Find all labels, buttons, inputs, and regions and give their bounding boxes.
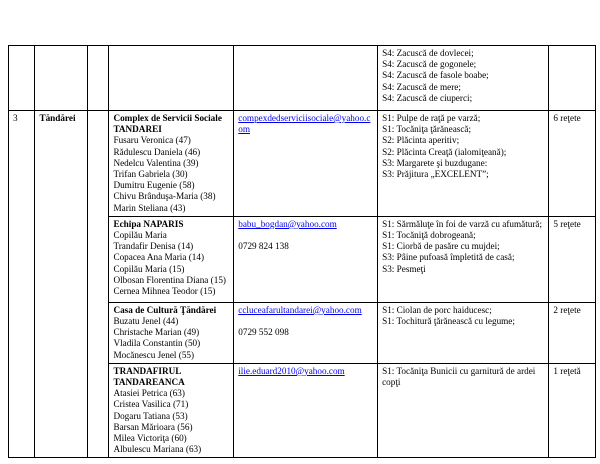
team-member: Nedelcu Valentina (39)	[113, 157, 199, 168]
count-cell	[549, 46, 596, 111]
team-member: Mocănescu Jenel (55)	[113, 349, 195, 360]
recipe-line: S1: Ciolan de porc haiducesc;	[382, 304, 492, 315]
team-member: Dumitru Eugenie (58)	[113, 180, 195, 191]
team-member: Christache Marian (49)	[113, 327, 200, 338]
team-cell	[109, 46, 234, 111]
team-member: Barsan Mărioara (56)	[113, 421, 193, 432]
contact-cell	[234, 111, 378, 217]
locality-name: Tăndărei	[35, 111, 88, 458]
table-row	[9, 46, 596, 111]
recipe-line: S2: Plăcinta Creaţă (ialomiţeană);	[382, 146, 507, 157]
team-member: Atasiei Petrica (63)	[113, 388, 185, 399]
email-link[interactable]: ccluceafarultandarei@yahoo.com	[238, 304, 362, 315]
contact-cell	[234, 46, 378, 111]
table-row	[9, 111, 596, 217]
team-cell	[109, 302, 234, 363]
recipe-line: S3: Pesmeţi	[382, 263, 426, 274]
locality-cell	[35, 46, 88, 111]
recipe-line: S1: Tocăniţa Bunicii cu garnitură de ardei copţi	[382, 365, 536, 388]
contact-cell	[234, 363, 378, 458]
recipe-count: 5 reţete	[549, 216, 596, 302]
contact-cell	[234, 216, 378, 302]
team-member: Milea Victoriţa (60)	[113, 433, 187, 444]
team-member: Cristea Vasilica (71)	[113, 399, 189, 410]
team-member: Trifan Gabriela (30)	[113, 169, 188, 180]
recipe-line: S3: Margarete şi buzdugane:	[382, 157, 488, 168]
recipe-line: S1: Tochitură ţărănească cu legume;	[382, 316, 515, 327]
recipes-cell	[378, 302, 549, 363]
recipes-table	[8, 45, 596, 458]
spacer-cell	[88, 46, 109, 111]
team-member: Dogaru Tatiana (53)	[113, 410, 188, 421]
phone-number: 0729 824 138	[238, 241, 289, 252]
team-member: Olbosan Florentina Diana (15)	[113, 274, 226, 285]
recipe-line: S4: Zacuscă de gogonele;	[382, 59, 477, 70]
team-member: Copacea Ana Maria (14)	[113, 252, 205, 263]
section-number: 3	[9, 111, 35, 458]
recipe-count: 2 reţete	[549, 302, 596, 363]
team-name: Complex de Servicii Sociale TANDAREI	[113, 113, 222, 135]
email-link[interactable]: compexdedserviciisociale@yahoo.com	[238, 113, 371, 135]
recipe-line: S4: Zacuscă de ciuperci;	[382, 92, 473, 103]
team-member: Trandafir Denisa (14)	[113, 241, 194, 252]
team-cell	[109, 216, 234, 302]
team-member: Fusaru Veronica (47)	[113, 135, 191, 146]
recipe-count: 1 reţetă	[549, 363, 596, 458]
recipes-cell	[378, 216, 549, 302]
recipe-line: S3: Pâine pufoasă împletită de casă;	[382, 252, 515, 263]
team-cell	[109, 363, 234, 458]
team-member: Copilău Maria (15)	[113, 263, 185, 274]
recipe-line: S4: Zacuscă de dovlecei;	[382, 48, 474, 58]
team-member: Buzatu Jenel (44)	[113, 316, 179, 327]
recipes-cell	[378, 46, 549, 111]
email-link[interactable]: ilie.eduard2010@yahoo.com	[238, 365, 345, 376]
team-member: Rădulescu Daniela (46)	[113, 146, 201, 157]
team-member: Cernea Mihnea Teodor (15)	[113, 286, 216, 297]
recipe-line: S4: Zacuscă de fasole boabe;	[382, 70, 489, 81]
team-member: Copilău Maria	[113, 230, 167, 241]
recipe-count: 6 reţete	[549, 111, 596, 217]
recipes-cell	[378, 111, 549, 217]
team-name: TRANDAFIRUL TANDAREANCA	[113, 365, 185, 388]
team-cell	[109, 111, 234, 217]
team-name: Casa de Cultură Ţăndărei	[113, 304, 217, 315]
team-member: Chivu Brânduşa-Maria (38)	[113, 191, 216, 202]
recipe-line: S1: Ciorbă de pasăre cu mujdei;	[382, 241, 500, 252]
team-member: Vladila Constantin (50)	[113, 338, 201, 349]
nr-cell	[9, 46, 35, 111]
recipe-line: S1: Tocăniţă dobrogeană;	[382, 230, 476, 241]
spacer-cell	[88, 111, 109, 458]
email-link[interactable]: babu_bogdan@yahoo.com	[238, 218, 337, 229]
team-name: Echipa NAPARIS	[113, 218, 184, 229]
team-member: Albulescu Mariana (63)	[113, 444, 202, 455]
recipe-line: S2: Plăcinta aperitiv;	[382, 135, 460, 146]
phone-number: 0729 552 098	[238, 327, 289, 338]
recipe-line: S3: Prăjitura „EXCELENT”;	[382, 169, 489, 180]
recipe-line: S1: Pulpe de raţă pe varză;	[382, 113, 481, 123]
recipe-line: S1: Sărmăluţe în foi de varză cu afumătură;	[382, 218, 543, 229]
recipe-line: S1: Tocăniţa ţărănească;	[382, 124, 472, 135]
recipes-cell	[378, 363, 549, 458]
contact-cell	[234, 302, 378, 363]
recipe-line: S4: Zacuscă de mere;	[382, 81, 461, 92]
team-member: Marin Steliana (43)	[113, 202, 186, 213]
